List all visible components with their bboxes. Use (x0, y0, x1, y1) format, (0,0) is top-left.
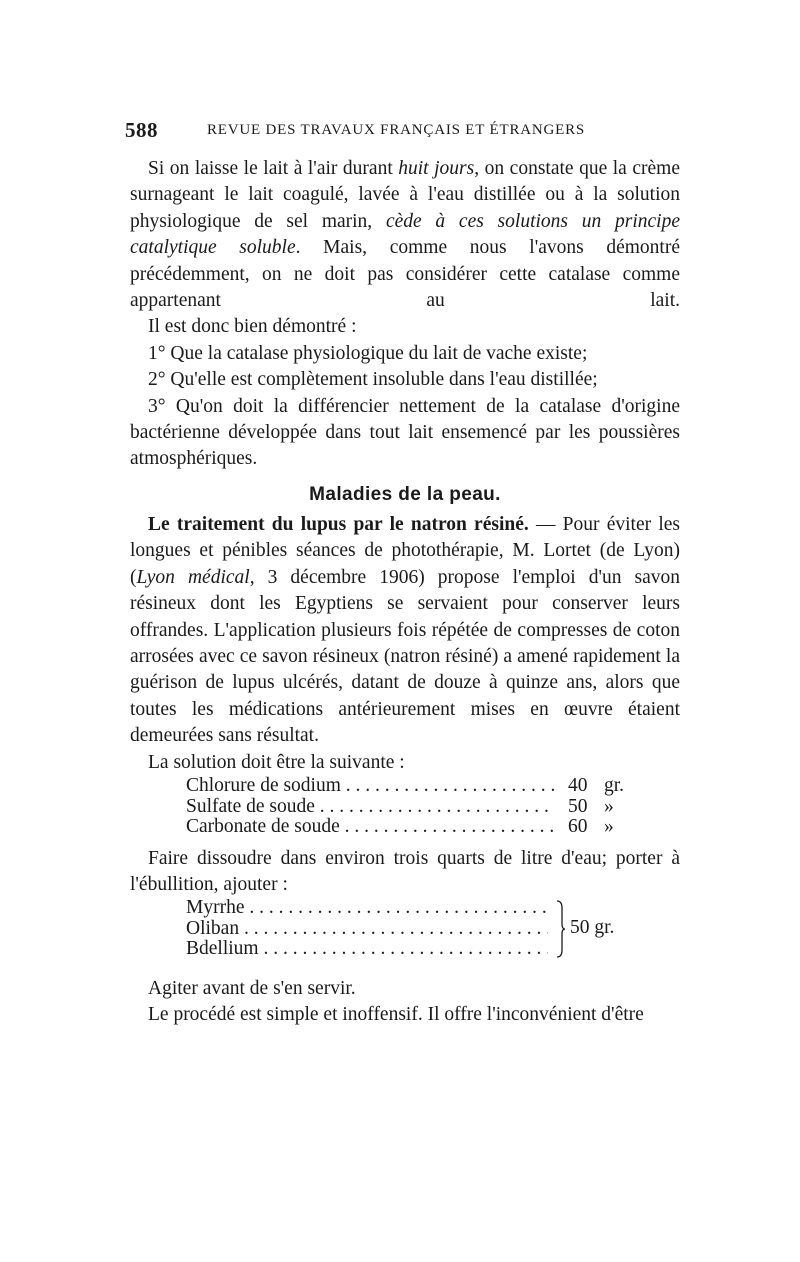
intro-paragraph-1: Si on laisse le lait à l'air durant huit jours, on constate que la crème surnageant le lait coagulé, lavée à l'eau distillée ou à la solution physiologique de sel marin, cède à ces solutions un principe catalytique soluble. Mais, comme nous l'avons démontré précédemment, on ne doit pas considérer cette catalase comme appartenant au lait. (130, 158, 680, 312)
ingredient-unit: gr. (604, 775, 625, 796)
article-run-in-title: Le traitement du lupus par le natron résiné. (148, 514, 529, 535)
ingredient-quantity: 40 (568, 775, 588, 796)
ingredient-name: Sulfate de soude . . . (186, 797, 554, 818)
ingredient-unit: » (604, 795, 614, 817)
intro-paragraph-2: Il est donc bien démontré : (148, 316, 357, 338)
ingredient-name: Carbonate de soude . . . (186, 817, 554, 838)
combined-quantity: 50 gr. (570, 917, 615, 938)
ingredient-name: Chlorure de sodium . . . (186, 776, 554, 797)
article-paragraph-4: Agiter avant de s'en servir. (148, 978, 356, 999)
article-text-3 (130, 976, 680, 1029)
ingredient-name: Myrrhe . . . (186, 898, 548, 919)
ingredient-unit: » (604, 816, 614, 837)
ingredient-quantity: 50 (568, 795, 588, 817)
page-header (125, 118, 680, 144)
running-head: REVUE DES TRAVAUX FRANÇAIS ET ÉTRANGERS (207, 122, 586, 138)
page-number: 588 (125, 118, 158, 142)
article-paragraph-2: La solution doit être la suivante : (148, 751, 405, 773)
article-paragraph-5: Le procédé est simple et inoffensif. Il offre l'inconvénient d'être (148, 1004, 644, 1026)
section-title: Maladies de la peau. (309, 484, 501, 505)
ingredient-name: Oliban . . . (186, 919, 548, 940)
article-paragraph-1: Le traitement du lupus par le natron résiné. — Pour éviter les longues et pénibles séances de photothérapie, M. Lortet (de Lyon) (Lyon médical, 3 décembre 1906) propose l'emploi d'un savon résineux dont les Egyptiens se servaient pour conserver leurs offrandes. L'application plusieurs fois répétée de compresses de coton arrosées avec ce savon résineux (natron résiné) a amené rapidement la guérison de lupus ulcérés, datant de douze à quinze ans, alors que toutes les médications antérieurement mises en œuvre étaient demeurées sans résultat. (130, 514, 681, 747)
intro-paragraph-4: 2° Qu'elle est complètement insoluble dans l'eau distillée; (148, 369, 598, 391)
ingredient-quantity: 60 (568, 816, 588, 837)
ingredient-name: Bdellium . . . (186, 939, 548, 960)
article-text (130, 512, 680, 776)
right-brace-icon (556, 900, 566, 958)
intro-paragraph-5: 3° Qu'on doit la différencier nettement de la catalase d'origine bactérienne développée dans tout lait ensemencé par les poussières atmosphériques. (130, 395, 680, 470)
article-paragraph-3: Faire dissoudre dans environ trois quarts de litre d'eau; porter à l'ébullition, ajouter : (130, 848, 680, 896)
intro-paragraph-3: 1° Que la catalase physiologique du lait de vache existe; (148, 342, 588, 364)
intro-text (130, 156, 680, 473)
article-text-2 (130, 846, 680, 899)
